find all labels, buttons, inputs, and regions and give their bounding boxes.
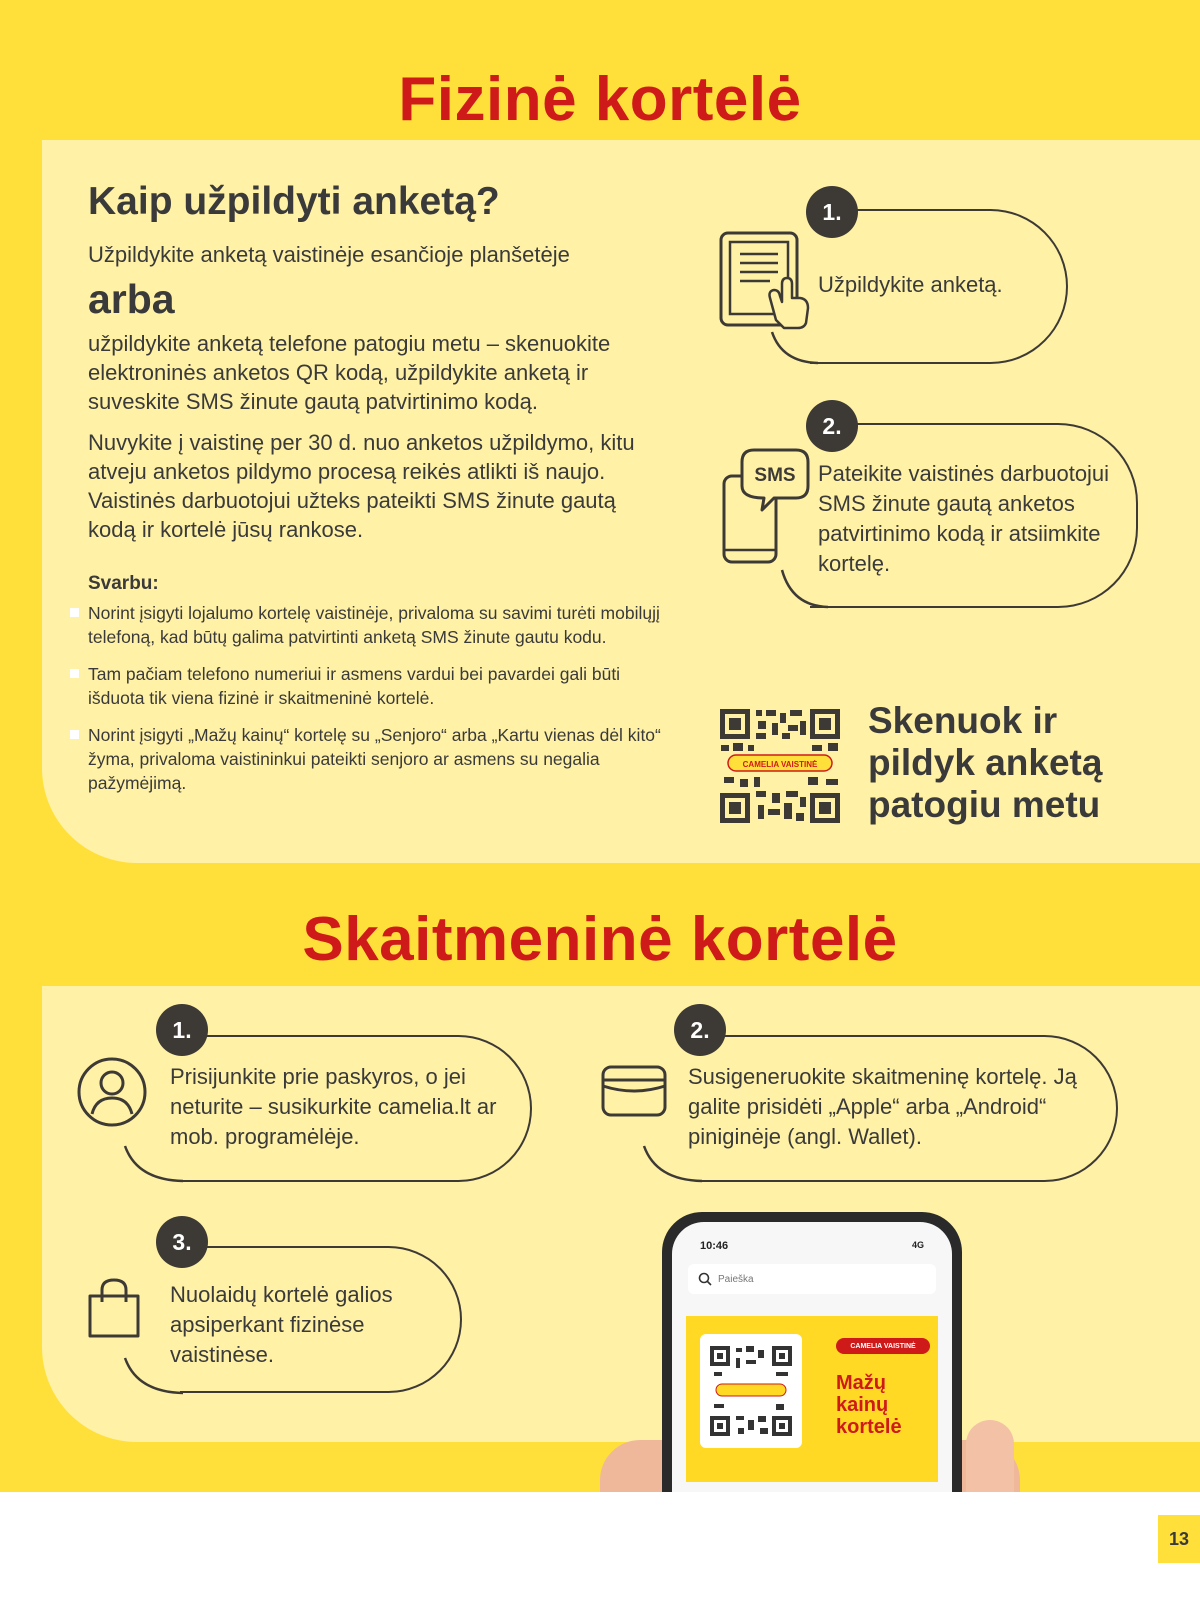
tablet-tap-icon (718, 228, 814, 332)
step-text: Pateikite vaistinės darbuotojui SMS žinute gautą anketos patvirtinimo kodą ir atsiimkite kortelę. (818, 461, 1110, 576)
intro-text: Užpildykite anketą vaistinėje esančioje planšetėje (88, 242, 570, 267)
card-title: Mažų kainų kortelė (836, 1372, 902, 1438)
note-item (70, 662, 670, 710)
step-frame-curve (770, 330, 820, 366)
important-label: Svarbu: (88, 573, 159, 594)
note-item (70, 723, 670, 795)
qr-brand-label: CAMELIA VAISTINĖ (742, 760, 818, 769)
user-icon (76, 1056, 148, 1128)
search-icon (698, 1272, 712, 1286)
sms-icon-label: SMS (754, 465, 796, 486)
phone-status: 4G (911, 1240, 924, 1250)
card-qr-code (710, 1346, 792, 1436)
or-word: arba (88, 276, 175, 322)
card-qr-box (700, 1334, 802, 1448)
step-text: Užpildykite anketą. (818, 272, 1003, 297)
step-text: Prisijunkite prie paskyros, o jei neturite – susikurkite camelia.lt ar mob. programėlėje. (170, 1064, 497, 1149)
wallet-icon (600, 1064, 668, 1118)
phone-sms-icon (716, 446, 812, 566)
step-number-badge: 1. (156, 1004, 208, 1056)
note-item (70, 601, 670, 649)
qr-code-icon (718, 707, 842, 825)
section-title-digital: Skaitmeninė kortelė (302, 905, 898, 974)
step-number-badge: 2. (674, 1004, 726, 1056)
page-number: 13 (1158, 1515, 1200, 1563)
note-text: Norint įsigyti lojalumo kortelę vaistinėje, privaloma su savimi turėti mobilųjį telefoną, kad būtų galima patvirtinti anketą SMS žinute gautu kodu. (88, 603, 660, 647)
shopping-bag-icon (84, 1276, 144, 1340)
scan-qr-caption: Skenuok ir pildyk anketą patogiu metu (868, 700, 1103, 825)
note-text: Tam pačiam telefono numeriui ir asmens vardui bei pavardei gali būti išduota tik viena fizinė ir skaitmeninė kortelė. (88, 664, 621, 708)
card-brand-logo: CAMELIA VAISTINĖ (836, 1338, 930, 1354)
section-title-physical: Fizinė kortelė (398, 65, 802, 134)
note-text: Norint įsigyti „Mažų kainų“ kortelę su „Senjoro“ arba „Kartu vienas dėl kito“ žyma, privaloma vaistininkui pateikti senjoro ar asmens su negalia pažymėjimą. (88, 725, 661, 793)
phone-option-text: užpildykite anketą telefone patogiu metu – skenuokite elektroninės anketos QR kodą, užpildykite anketą ir suveskite SMS žinute gautą patvirtinimo kodą. (88, 331, 611, 414)
bullet-icon (70, 730, 79, 739)
step-text: Nuolaidų kortelė galios apsiperkant fizinėse vaistinėse. (170, 1282, 393, 1367)
phone-screen (672, 1222, 952, 1492)
step-number-badge: 2. (806, 400, 858, 452)
how-to-heading: Kaip užpildyti anketą? (88, 180, 500, 223)
phone-search-bar[interactable] (688, 1264, 936, 1294)
step-text: Susigeneruokite skaitmeninę kortelę. Ją galite prisidėti „Apple“ arba „Android“ piniginėje (angl. Wallet). (688, 1064, 1077, 1149)
phone-time: 10:46 (700, 1240, 729, 1252)
visit-text: Nuvykite į vaistinę per 30 d. nuo anketos užpildymo, kitu atveju anketos pildymo procesą reikės atlikti iš naujo. Vaistinės darbuotojui užteks pateikti SMS žinute gautą kodą ir kortelė jūsų rankose. (88, 430, 635, 542)
digital-card (686, 1316, 938, 1482)
search-placeholder: Paieška (718, 1273, 754, 1285)
thumb-image (966, 1420, 1014, 1492)
step-number-badge: 3. (156, 1216, 208, 1268)
bullet-icon (70, 608, 79, 617)
bullet-icon (70, 669, 79, 678)
phone-mockup (662, 1212, 962, 1492)
important-notes-list (70, 601, 670, 808)
step-number-badge: 1. (806, 186, 858, 238)
